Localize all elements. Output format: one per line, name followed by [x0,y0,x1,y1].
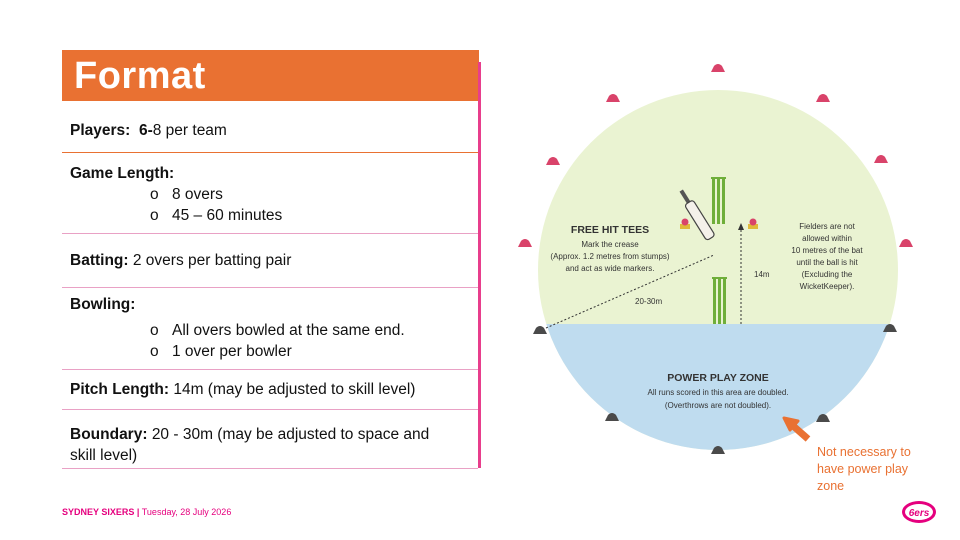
power-play-line: All runs scored in this area are doubled. [647,388,789,397]
footer [62,507,231,517]
list-item: o 1 over per bowler [150,343,292,360]
footer-date: Tuesday, 28 July 2026 [141,507,232,517]
row-players [62,101,478,153]
bullet-glyph: o [150,343,159,360]
boundary-label: Boundary: [70,426,148,443]
radius-label: 20-30m [635,297,663,306]
list-item: o All overs bowled at the same end. [150,322,405,339]
list-item: o 8 overs [150,186,223,203]
footer-separator: | [136,507,140,517]
pitch-length-label: 14m [754,270,770,279]
game-length-label: Game Length: [70,165,175,182]
power-play-title: POWER PLAY ZONE [667,372,769,384]
fielders-line: until the ball is hit [796,258,858,267]
cone-icon [816,94,830,102]
cone-icon [606,94,620,102]
row-pitch-length [62,370,478,410]
pitch-length-value: 14m (may be adjusted to skill level) [173,381,416,398]
slide-title: Format [74,55,206,97]
players-label: Players: [70,122,131,139]
row-boundary [62,410,478,469]
bullet-glyph: o [150,322,159,339]
bullet-glyph: o [150,207,159,224]
stumps-bottom [712,277,727,324]
fielders-line: (Excluding the [801,270,853,279]
fielders-line: Fielders are not [799,222,855,231]
free-hit-line: (Approx. 1.2 metres from stumps) [550,252,670,261]
list-item: o 45 – 60 minutes [150,207,283,224]
cone-icon [533,326,547,334]
cone-icon [518,239,532,247]
cone-icon [546,157,560,165]
format-table [62,101,478,469]
game-length-bullets [70,184,478,226]
cone-icon [711,64,725,72]
field-diagram [490,50,960,470]
boundary-value-line2: skill level) [70,447,138,464]
bowling-label: Bowling: [70,296,136,313]
players-bold-value: 6- [138,122,153,139]
title-bar [62,50,479,101]
stumps-top [711,177,726,224]
row-bowling [62,288,478,370]
fielders-line: WicketKeeper). [799,282,855,291]
batting-label: Batting: [70,252,129,269]
row-batting [62,234,478,288]
logo-text: 6ers [908,508,930,519]
bullet-glyph: o [150,186,159,203]
accent-divider [478,62,481,468]
power-play-note: Not necessary to have power play zone [817,445,911,493]
free-hit-line: and act as wide markers. [565,264,655,273]
row-game-length [62,153,478,234]
footer-brand: SYDNEY SIXERS [62,507,135,517]
batting-value: 2 overs per batting pair [132,252,292,269]
bowling-bullets [70,320,478,362]
fielders-line: 10 metres of the bat [791,246,863,255]
pitch-length-label: Pitch Length: [70,381,170,398]
free-hit-line: Mark the crease [581,240,639,249]
boundary-value-line1: 20 - 30m (may be adjusted to space and [151,426,430,443]
power-play-line: (Overthrows are not doubled). [664,401,772,410]
cone-icon [899,239,913,247]
sixers-logo [899,497,939,527]
cone-icon [874,155,888,163]
fielders-line: allowed within [802,234,852,243]
free-hit-title: FREE HIT TEES [570,224,650,236]
players-value: 8 per team [152,122,227,139]
